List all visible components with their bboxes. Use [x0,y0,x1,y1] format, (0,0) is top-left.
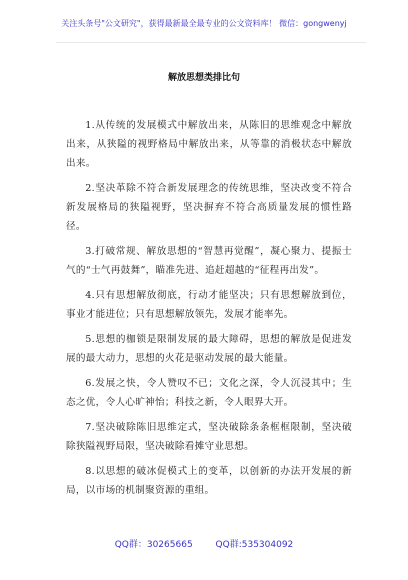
footer [0,537,408,550]
paragraph-2: 2.坚决革除不符合新发展理念的传统思维，坚决改变不符合新发展格局的狭隘视野，坚决摒弃不符合高质量发展的惯性路径。 [66,183,352,232]
document-body [66,116,352,506]
header-banner: 关注头条号"公文研究"，获得最新最全最专业的公文资料库！ 微信：gongwenyj [61,19,347,28]
header-divider [56,42,366,43]
paragraph-1: 1.从传统的发展模式中解放出来，从陈旧的思维观念中解放出来，从狭隘的视野格局中解放出来，从等靠的消极状态中解放出来。 [66,120,352,169]
footer-qq-group-2: QQ群:535304092 [215,540,294,550]
paragraph-3: 3.打破常规、解放思想的“智慧再觉醒”，凝心聚力、提振士气的“士气再鼓舞”，瞄准先进、追赶超越的“征程再出发”。 [66,246,352,276]
paragraph-5: 5.思想的枷锁是限制发展的最大障碍，思想的解放是促进发展的最大动力，思想的火花是驱动发展的最大能量。 [66,334,352,364]
paragraph-6: 6.发展之快，令人赞叹不已；文化之深，令人沉浸其中；生态之优，令人心旷神怡；科技之新，令人眼界大开。 [66,378,352,408]
paragraph-7: 7.坚决破除陈旧思维定式，坚决破除条条框框限制，坚决破除狭隘视野局限，坚决破除看摊守业思想。 [66,422,352,452]
document-title: 解放思想类排比句 [167,73,240,83]
paragraph-4: 4.只有思想解放彻底，行动才能坚决；只有思想解放到位，事业才能进位；只有思想解放领先，发展才能率先。 [66,290,352,320]
footer-qq-group-1: QQ群：30265665 [114,540,193,550]
paragraph-8: 8.以思想的破冰促模式上的变革，以创新的办法开发展的新局，以市场的机制聚资源的重组。 [66,466,352,496]
